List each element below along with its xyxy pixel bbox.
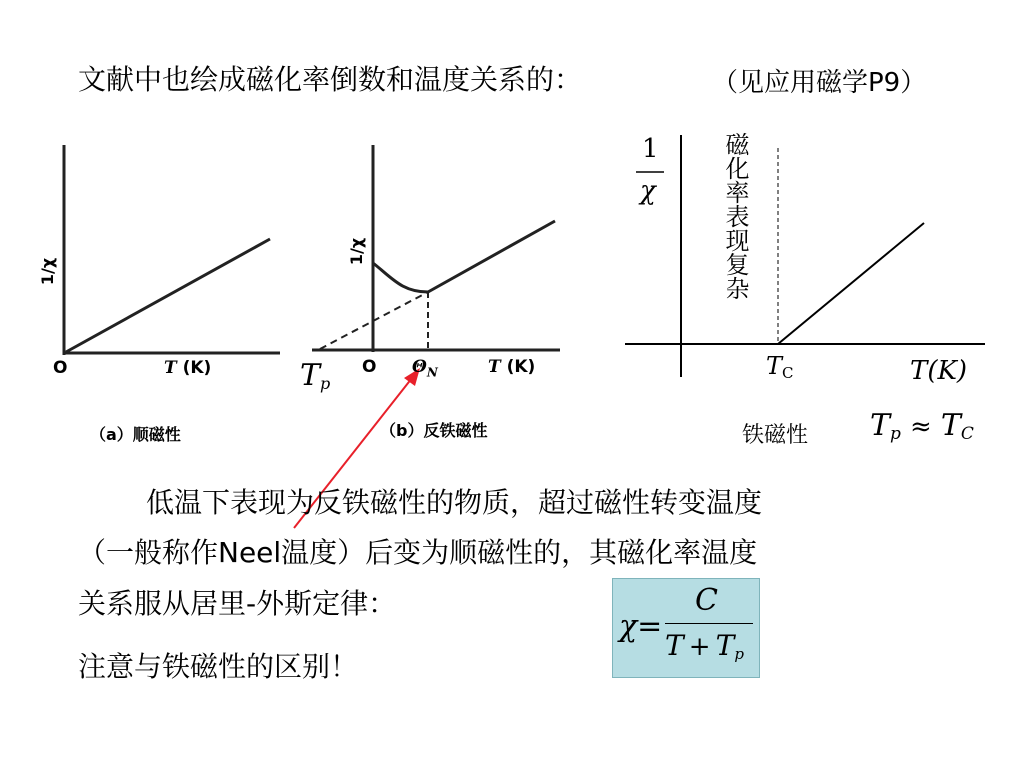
body-line-3: 关系服从居里-外斯定律：	[78, 587, 397, 620]
fig-c-line	[778, 223, 924, 344]
fig-a-line	[66, 239, 270, 352]
body-line-4: 注意与铁磁性的区别！	[78, 650, 359, 683]
fig-a-origin: O	[53, 358, 68, 378]
fig-a-graph	[64, 145, 280, 355]
fig-b-ylabel: 1/χ	[347, 237, 367, 266]
fig-c-ylabel-den: χ	[640, 176, 656, 206]
fig-c-caption: 铁磁性	[742, 423, 809, 448]
formula-denominator: $T + T_p$	[665, 629, 744, 664]
fig-b-caption: （b）反铁磁性	[380, 421, 488, 440]
reference-note: （见应用磁学P9）	[712, 68, 927, 98]
fig-b-curve	[373, 263, 428, 292]
fig-c-tc-label: $T_C$	[766, 352, 794, 383]
fig-b-theta-label: $\Theta_N$	[412, 357, 438, 380]
formula-numerator: C	[695, 583, 718, 618]
fig-a-xlabel: T (K)	[164, 358, 212, 378]
body-line-1: 低温下表现为反铁磁性的物质，超过磁性转变温度	[146, 486, 763, 519]
fig-c-ylabel-num: 1	[642, 134, 659, 164]
formula-lhs: χ=	[619, 609, 663, 644]
fig-c-graph	[625, 135, 985, 377]
fig-c-approx: $T_p \approx T_C$	[870, 408, 974, 445]
fig-a-caption: （a）顺磁性	[90, 425, 181, 444]
fig-b-origin: O	[362, 357, 377, 377]
fig-c-vertical-note: 磁化率表现复杂	[721, 132, 749, 300]
fig-c-xlabel: T(K)	[910, 356, 968, 386]
fig-b-tp-label: $T_p$	[300, 358, 331, 394]
fig-b-xlabel: T (K)	[488, 357, 536, 377]
page-title: 文献中也绘成磁化率倒数和温度关系的：	[78, 63, 583, 96]
formula-fraction-bar	[665, 623, 753, 624]
body-line-2: （一般称作Neel温度）后变为顺磁性的，其磁化率温度	[78, 536, 758, 569]
curie-weiss-formula	[612, 578, 760, 678]
fig-b-line	[428, 221, 555, 292]
fig-a-ylabel: 1/χ	[38, 257, 58, 286]
